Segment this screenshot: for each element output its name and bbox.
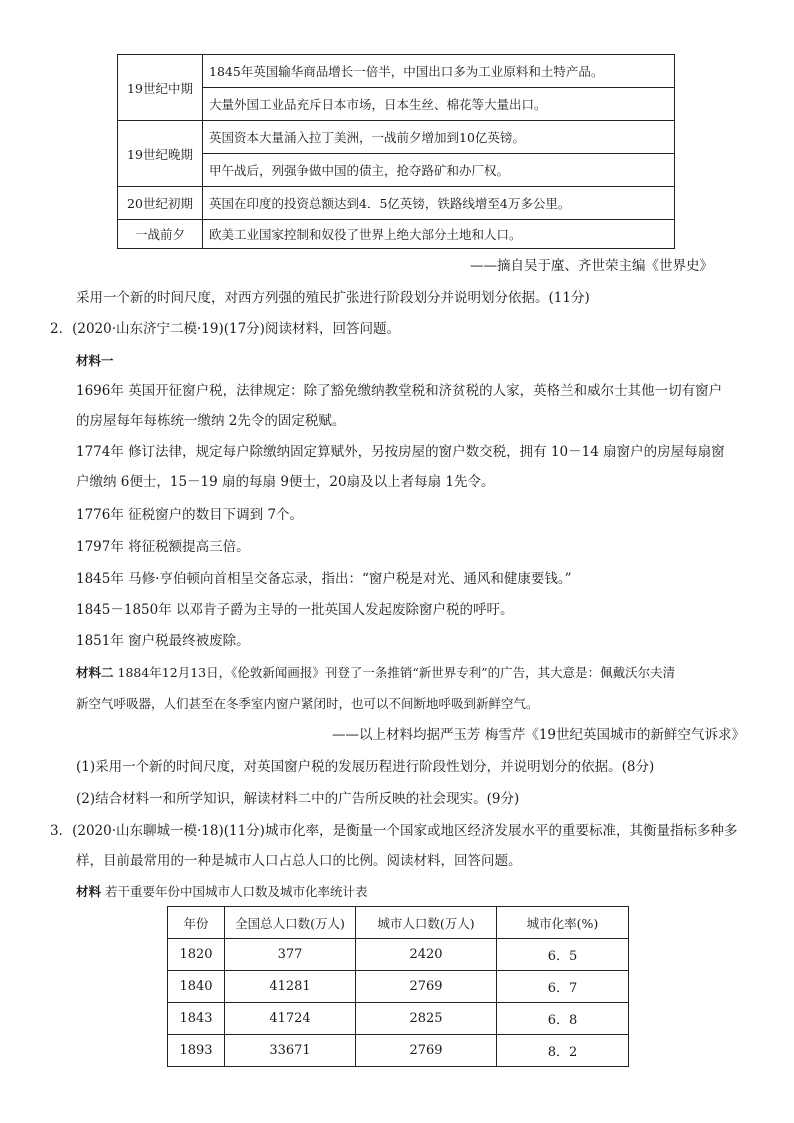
- column-header: 城市化率(%): [497, 907, 629, 939]
- q2-line: 1797年 将征税额提高三倍。: [76, 539, 250, 555]
- q2-line: 1845年 马修·亨伯顿向首相呈交备忘录，指出：“窗户税是对光、通风和健康要钱。”: [76, 571, 572, 587]
- q2-task-2: (2)结合材料一和所学知识，解读材料二中的广告所反映的社会现实。(9分): [76, 791, 520, 807]
- table-cell: 6．8: [497, 1003, 629, 1035]
- q2-source: ——以上材料均据严玉芳 梅雪芹《19世纪英国城市的新鲜空气诉求》: [332, 727, 745, 743]
- period-cell: 一战前夕: [118, 220, 203, 249]
- event-cell: 1845年英国输华商品增长一倍半，中国出口多为工业原料和土特产品。: [203, 55, 675, 88]
- q2-line: 户缴纳 6便士，15－19 扇的每扇 9便士，20扇及以上者每扇 1先令。: [76, 474, 495, 490]
- table-cell: 1893: [168, 1035, 225, 1067]
- q2-line: 1696年 英国开征窗户税，法律规定：除了豁免缴纳教堂税和济贫税的人家，英格兰和威尔士其他一切有窗户: [76, 383, 723, 399]
- urbanization-table: [167, 906, 629, 1067]
- table-row: [118, 187, 675, 220]
- q1-task: 采用一个新的时间尺度，对西方列强的殖民扩张进行阶段划分并说明划分依据。(11分): [76, 290, 590, 306]
- event-cell: 大量外国工业品充斥日本市场，日本生丝、棉花等大量出口。: [203, 88, 675, 121]
- table-header-row: [168, 907, 629, 939]
- material-two-line1: [76, 664, 675, 682]
- table-cell: 41724: [225, 1003, 356, 1035]
- table-cell: 2825: [356, 1003, 497, 1035]
- table-cell: 8．2: [497, 1035, 629, 1067]
- q3-material-caption: [76, 883, 368, 901]
- q3-material-label: 材料: [76, 884, 102, 899]
- q2-line: 1774年 修订法律，规定每户除缴纳固定算赋外，另按房屋的窗户数交税，拥有 10－14 扇窗户的房屋每扇窗: [76, 444, 725, 460]
- q2-line: 1776年 征税窗户的数目下调到 7个。: [76, 507, 304, 523]
- material-two-label: 材料二: [76, 665, 114, 680]
- table-cell: 2769: [356, 1035, 497, 1067]
- table-cell: 6．7: [497, 971, 629, 1003]
- table-cell: 1840: [168, 971, 225, 1003]
- colonial-expansion-table: [117, 54, 675, 249]
- material-two-line2: 新空气呼吸器，人们甚至在冬季室内窗户紧闭时，也可以不间断地呼吸到新鲜空气。: [76, 696, 539, 711]
- q2-line: 1845－1850年 以邓肯子爵为主导的一批英国人发起废除窗户税的呼吁。: [76, 602, 514, 618]
- table-row: [168, 971, 629, 1003]
- event-cell: 欧美工业国家控制和奴役了世界上绝大部分土地和人口。: [203, 220, 675, 249]
- q3-material-title: 若干重要年份中国城市人口数及城市化率统计表: [105, 884, 368, 899]
- event-cell: 甲午战后，列强争做中国的债主，抢夺路矿和办厂权。: [203, 154, 675, 187]
- table-row: [118, 220, 675, 249]
- table-cell: 33671: [225, 1035, 356, 1067]
- column-header: 年份: [168, 907, 225, 939]
- table-cell: 2769: [356, 971, 497, 1003]
- material-two-text: 1884年12月13日，《伦敦新闻画报》刊登了一条推销“新世界专利”的广告，其大意是：佩戴沃尔夫清: [117, 665, 676, 680]
- table-cell: 377: [225, 939, 356, 971]
- period-cell: 19世纪晚期: [118, 121, 203, 187]
- column-header: 全国总人口数(万人): [225, 907, 356, 939]
- q2-task-1: (1)采用一个新的时间尺度，对英国窗户税的发展历程进行阶段性划分，并说明划分的依据。(8分): [76, 759, 655, 775]
- table-cell: 2420: [356, 939, 497, 971]
- column-header: 城市人口数(万人): [356, 907, 497, 939]
- period-cell: 20世纪初期: [118, 187, 203, 220]
- table-cell: 6．5: [497, 939, 629, 971]
- material-one-label: 材料一: [76, 353, 114, 368]
- table1-source: ——摘自吴于廑、齐世荣主编《世界史》: [470, 258, 713, 274]
- table-row: [168, 939, 629, 971]
- table-row: [118, 121, 675, 154]
- table-row: [168, 1035, 629, 1067]
- table-cell: 1843: [168, 1003, 225, 1035]
- q2-line: 1851年 窗户税最终被废除。: [76, 633, 250, 649]
- period-cell: 19世纪中期: [118, 55, 203, 121]
- q2-line: 的房屋每年每栋统一缴纳 2先令的固定税赋。: [76, 413, 346, 429]
- q3-line1: 3．(2020·山东聊城一模·18)(11分)城市化率，是衡量一个国家或地区经济发展水平的重要标准，其衡量指标多种多: [50, 823, 738, 839]
- table-row: [168, 1003, 629, 1035]
- table-cell: 41281: [225, 971, 356, 1003]
- event-cell: 英国资本大量涌入拉丁美洲，一战前夕增加到10亿英镑。: [203, 121, 675, 154]
- q3-line2: 样，目前最常用的一种是城市人口占总人口的比例。阅读材料，回答问题。: [76, 853, 522, 869]
- table-cell: 1820: [168, 939, 225, 971]
- table-row: [118, 55, 675, 88]
- event-cell: 英国在印度的投资总额达到4．5亿英镑，铁路线增至4万多公里。: [203, 187, 675, 220]
- q2-header: 2．(2020·山东济宁二模·19)(17分)阅读材料，回答问题。: [50, 321, 400, 337]
